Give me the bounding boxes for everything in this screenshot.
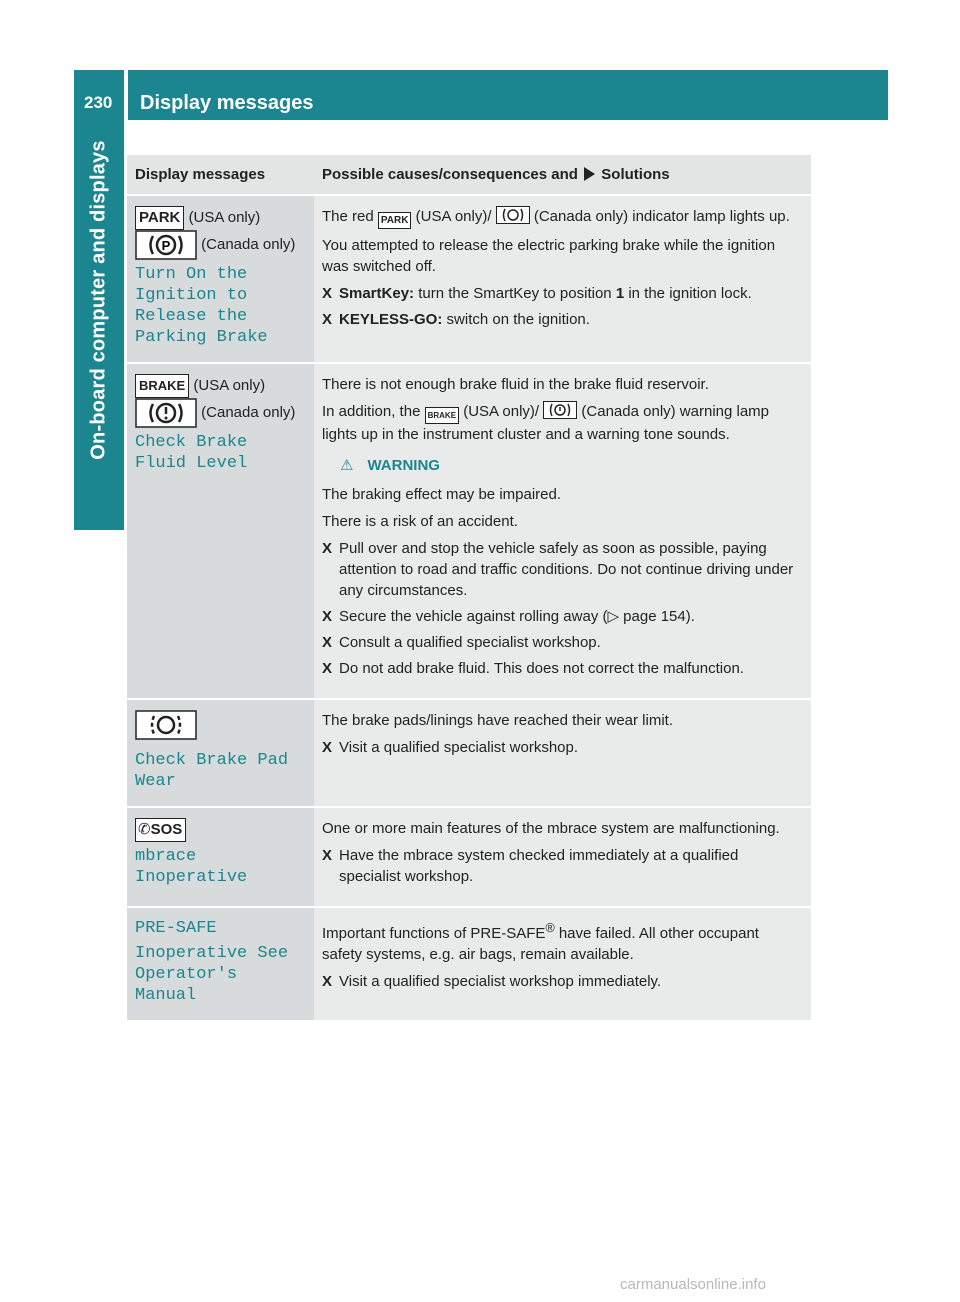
side-tab-label: On-board computer and displays (87, 140, 110, 460)
message-cell: PARK (USA only) P (Canada only) Turn On the Ignition to Release the Parking Brake (127, 195, 314, 363)
brake-pad-wear-icon (135, 710, 197, 740)
step-item: X Pull over and stop the vehicle safely as soon as possible, paying attention to road and traffic conditions. Do not continue driving under any circumstances. (322, 540, 794, 599)
step-item: X SmartKey: turn the SmartKey to position 1 in the ignition lock. (322, 285, 752, 302)
display-message-text: PRE-SAFE (135, 919, 217, 938)
step-marker-icon: X (322, 540, 333, 557)
message-cell (127, 699, 314, 807)
brake-warning-icon (543, 401, 577, 419)
side-tab-bottom-block (74, 478, 124, 530)
step-marker-icon: X (322, 973, 333, 990)
parking-brake-icon (496, 206, 530, 224)
causes-cell: The red PARK (USA only)/ (Canada only) indicator lamp lights up. You attempted to release the electric parking brake while the ignition was switched off. X SmartKey: turn the SmartKey to position 1 in the ignition lock. X KEYLESS-GO: switch on the ignition. (314, 195, 811, 363)
table-row (127, 699, 811, 807)
step-marker-icon: X (322, 660, 333, 677)
step-marker-icon: X (322, 739, 333, 756)
step-item: X Visit a qualified specialist workshop immediately. (322, 973, 662, 990)
brake-warning-icon (135, 398, 197, 428)
brake-icon: BRAKE (135, 374, 189, 398)
step-item: X Consult a qualified specialist workshop. (322, 634, 601, 651)
brake-icon: BRAKE (425, 407, 459, 424)
table-header-row (127, 155, 811, 195)
col-header-causes: Possible causes/consequences and Solutions (314, 155, 811, 195)
causes-cell: Important functions of PRE-SAFE® have failed. All other occupant safety systems, e.g. air bags, remain available. X Visit a qualified specialist workshop immediately. (314, 907, 811, 1020)
watermark: carmanualsonline.info (620, 1276, 766, 1293)
step-marker-icon: X (322, 634, 333, 651)
table-row (127, 807, 811, 907)
page-title: Display messages (140, 92, 314, 114)
table-row (127, 907, 811, 1020)
park-icon: PARK (378, 212, 412, 229)
table-row (127, 195, 811, 363)
display-message-text: Check Brake Pad Wear (135, 751, 299, 791)
causes-cell: The brake pads/linings have reached their wear limit. X Visit a qualified specialist workshop. (314, 699, 811, 807)
step-marker-icon: X (322, 311, 333, 328)
page-number: 230 (84, 93, 113, 112)
display-message-text: Turn On the Ignition to Release the Parking Brake (135, 265, 268, 347)
causes-cell: One or more main features of the mbrace system are malfunctioning. X Have the mbrace system checked immediately at a qualified specialist workshop. (314, 807, 811, 907)
header-bar (128, 70, 888, 120)
causes-cell: There is not enough brake fluid in the brake fluid reservoir. In addition, the BRAKE (USA only)/ (Canada only) warning lamp lights up in the instrument cluster and a warning tone sounds. ⚠ WARNING The braking effect may be impaired. There is a risk of an accident. X Pull over and stop the vehicle safely as soon as possible, paying attention to road and traffic conditions. Do not continue driving under any circumstances. X Secure the vehicle against rolling away (▷ page 154). X Consult a qualified specialist workshop. X Do not add brake fluid. This does not correct the malfunction. (314, 363, 811, 699)
step-marker-icon: X (322, 847, 333, 864)
display-message-text: mbrace Inoperative (135, 847, 248, 887)
message-cell: BRAKE (USA only) (Canada only) Check Brake Fluid Level (127, 363, 314, 699)
display-message-text: Check Brake Fluid Level (135, 433, 258, 473)
display-message-text: Inoperative See Operator's Manual (135, 944, 299, 1005)
display-messages-table (127, 155, 811, 1020)
step-item: X Visit a qualified specialist workshop. (322, 739, 579, 756)
message-cell (127, 907, 314, 1020)
col-header-messages: Display messages (127, 155, 314, 195)
step-item: X Do not add brake fluid. This does not correct the malfunction. (322, 660, 744, 677)
step-marker-icon: X (322, 608, 333, 625)
svg-text:P: P (161, 238, 171, 253)
step-item: X KEYLESS-GO: switch on the ignition. (322, 311, 590, 328)
step-item: X Have the mbrace system checked immediately at a qualified specialist workshop. (322, 847, 739, 885)
warning-heading: ⚠ WARNING (340, 457, 440, 474)
play-arrow-icon (584, 167, 595, 181)
park-icon: PARK (135, 206, 184, 230)
phone-icon: ✆ (138, 821, 151, 838)
step-item: X Secure the vehicle against rolling away (▷ page 154). (322, 608, 695, 625)
table-row (127, 363, 811, 699)
sos-icon: ✆SOS (135, 818, 186, 842)
parking-brake-icon (135, 230, 197, 260)
step-marker-icon: X (322, 285, 333, 302)
message-cell (127, 807, 314, 907)
warning-triangle-icon: ⚠ (340, 457, 354, 474)
